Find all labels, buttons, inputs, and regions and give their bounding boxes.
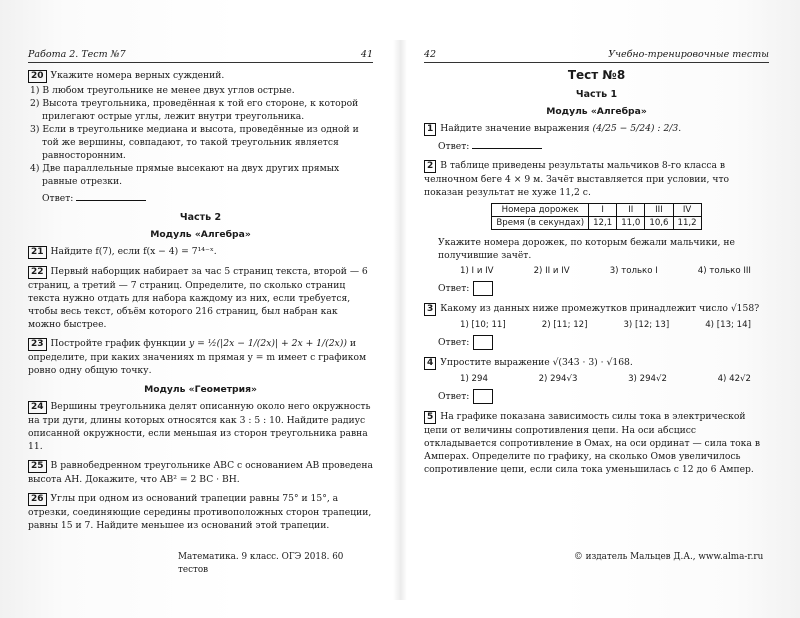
answer-line[interactable] bbox=[472, 139, 542, 149]
left-running-header bbox=[28, 48, 373, 63]
task-5 bbox=[424, 410, 769, 476]
option-4: 4) [13; 14] bbox=[705, 320, 751, 330]
expression-formula: (4/25 − 5/24) : 2/3. bbox=[592, 123, 682, 134]
answer-label: Ответ: bbox=[438, 283, 470, 294]
task-text: Постройте график функции bbox=[50, 338, 187, 349]
module-heading: Модуль «Алгебра» bbox=[546, 106, 647, 117]
option-2: 2) [11; 12] bbox=[541, 320, 588, 330]
table-header-cell: II bbox=[617, 204, 645, 217]
table-header-cell: IV bbox=[673, 204, 701, 217]
task-number: 24 bbox=[28, 401, 47, 414]
task-text: Какому из данных ниже промежутков принадлежит число bbox=[440, 303, 728, 314]
root-value: √158? bbox=[730, 303, 760, 314]
function-formula: y = ½(|2x − 1/(2x)| + 2x + 1/(2x)) bbox=[188, 338, 347, 349]
right-footer: © издатель Мальцев Д.А., www.alma-r.ru bbox=[574, 552, 764, 562]
table-header-cell: Номера дорожек bbox=[492, 204, 589, 217]
option-1: 1) 294 bbox=[460, 374, 488, 384]
answer-line[interactable] bbox=[76, 191, 146, 201]
answer-label: Ответ: bbox=[42, 193, 74, 204]
task-number: 20 bbox=[28, 70, 47, 83]
table-header-row bbox=[492, 204, 701, 217]
option-3: 3) 294√2 bbox=[628, 374, 667, 384]
task-text: На графике показана зависимость силы тока в электрической цепи от величины сопротивления цепи. На оси абсцисс откладывается сопротивление в Омах, на оси ординат — сила тока в Амперах. Определите по графику, на сколько Омов увеличилось сопротивление цепи, если сила тока уменьшилась с 12 до 6 Ампер. bbox=[424, 411, 760, 475]
task-text: Найдите значение выражения bbox=[440, 123, 590, 134]
task-number: 4 bbox=[424, 357, 436, 370]
task-number: 21 bbox=[28, 246, 47, 259]
task-number: 2 bbox=[424, 160, 436, 173]
task-number: 1 bbox=[424, 123, 436, 136]
answer-label: Ответ: bbox=[438, 391, 470, 402]
table-row bbox=[492, 217, 701, 230]
task-number: 3 bbox=[424, 303, 436, 316]
task-text: В равнобедренном треугольнике ABC с основанием AB проведена высота AH. Докажите, что AB² = 2 BC · BH. bbox=[28, 460, 373, 485]
task-text: Вершины треугольника делят описанную около него окружность на три дуги, длины которых относятся как 3 : 5 : 10. Найдите радиус описанной окружности, если меньшая из сторон треугольника равна 11. bbox=[28, 401, 371, 452]
right-page-number: 42 bbox=[424, 49, 437, 60]
task-2 bbox=[424, 159, 769, 296]
statement-list bbox=[28, 84, 373, 188]
table-cell: 12,1 bbox=[589, 217, 617, 230]
option-2: 2) 294√3 bbox=[538, 374, 578, 384]
statement-item: 4) Две параллельные прямые высекают на двух других прямых равные отрезки. bbox=[30, 163, 340, 187]
task-text: Первый наборщик набирает за час 5 страниц текста, второй — 6 страниц, а третий — 7 страниц. Определите, по сколько страниц текста нужно отдать для набора каждому из них, если требуется, чтобы весь текст, объём которого 216 страниц, был набран как можно быстрее. bbox=[28, 266, 368, 330]
answer-box[interactable] bbox=[473, 389, 493, 404]
left-page bbox=[28, 48, 373, 575]
right-header-title: Учебно-тренировочные тесты bbox=[608, 49, 769, 60]
results-table bbox=[491, 203, 701, 230]
task-number: 26 bbox=[28, 493, 47, 506]
table-cell: Время (в секундах) bbox=[492, 217, 589, 230]
module-heading: Модуль «Алгебра» bbox=[150, 229, 251, 240]
left-header-title: Работа 2. Тест №7 bbox=[28, 49, 126, 60]
task-text: Найдите f(7), если f(x − 4) = 7¹⁴⁻ˣ. bbox=[50, 246, 217, 257]
statement-item: 2) Высота треугольника, проведённая к той его стороне, к которой прилегают острые углы, лежит внутри треугольника. bbox=[30, 98, 359, 122]
task-text: В таблице приведены результаты мальчиков 8-го класса в челночном беге 4 × 9 м. Зачёт выставляется при условии, что показан результат не хуже 11,2 с. bbox=[424, 160, 730, 198]
answer-label: Ответ: bbox=[438, 337, 470, 348]
statement-item: 3) Если в треугольнике медиана и высота, проведённые из одной и той же вершины, совпадают, то такой треугольник является равносторонним. bbox=[30, 124, 359, 161]
module-heading: Модуль «Геометрия» bbox=[144, 384, 257, 395]
right-running-header bbox=[424, 48, 769, 63]
table-header-cell: III bbox=[645, 204, 673, 217]
task-text: Укажите номера верных суждений. bbox=[50, 70, 225, 81]
task-question: Укажите номера дорожек, по которым бежали мальчики, не получившие зачёт. bbox=[438, 237, 735, 261]
table-cell: 11,2 bbox=[673, 217, 701, 230]
left-footer: Математика. 9 класс. ОГЭ 2018. 60 тестов bbox=[178, 552, 344, 575]
part-heading: Часть 1 bbox=[575, 89, 618, 100]
option-4: 4) только III bbox=[697, 266, 751, 276]
answer-label: Ответ: bbox=[438, 141, 470, 152]
task-number: 23 bbox=[28, 338, 47, 351]
task-24 bbox=[28, 400, 373, 453]
task-4 bbox=[424, 356, 769, 404]
table-cell: 10,6 bbox=[645, 217, 673, 230]
page-fold bbox=[393, 40, 407, 600]
table-header-cell: I bbox=[589, 204, 617, 217]
option-1: 1) I и IV bbox=[460, 266, 494, 276]
task-20 bbox=[28, 69, 373, 205]
task-number: 25 bbox=[28, 460, 47, 473]
answer-options bbox=[424, 373, 769, 386]
task-25 bbox=[28, 459, 373, 486]
answer-options bbox=[424, 319, 769, 332]
test-title: Тест №8 bbox=[567, 68, 626, 82]
task-23 bbox=[28, 337, 373, 377]
answer-options bbox=[424, 265, 769, 278]
option-4: 4) 42√2 bbox=[717, 374, 751, 384]
option-3: 3) [12; 13] bbox=[623, 320, 670, 330]
answer-box[interactable] bbox=[473, 281, 493, 296]
option-1: 1) [10; 11] bbox=[460, 320, 506, 330]
statement-item: 1) В любом треугольнике не менее двух углов острые. bbox=[30, 85, 295, 96]
task-text: Упростите выражение bbox=[440, 357, 550, 368]
task-number: 5 bbox=[424, 411, 436, 424]
task-1 bbox=[424, 122, 769, 153]
task-text: и определите, при каких значениях m прямая y = m имеет с графиком ровно одну общую точку. bbox=[28, 338, 367, 376]
table-cell: 11,0 bbox=[617, 217, 645, 230]
option-2: 2) II и IV bbox=[533, 266, 570, 276]
answer-box[interactable] bbox=[473, 335, 493, 350]
option-3: 3) только I bbox=[609, 266, 658, 276]
task-3 bbox=[424, 302, 769, 350]
root-expression: √(343 · 3) · √168. bbox=[552, 357, 633, 368]
task-26 bbox=[28, 492, 373, 532]
left-page-number: 41 bbox=[360, 49, 373, 60]
task-number: 22 bbox=[28, 266, 47, 279]
part-heading: Часть 2 bbox=[179, 212, 222, 223]
task-text: Углы при одном из оснований трапеции равны 75° и 15°, а отрезки, соединяющие середины противоположных сторон трапеции, равны 15 и 7. Найдите меньшее из оснований этой трапеции. bbox=[28, 493, 372, 531]
task-21 bbox=[28, 245, 373, 259]
right-page bbox=[424, 48, 769, 562]
task-22 bbox=[28, 265, 373, 331]
